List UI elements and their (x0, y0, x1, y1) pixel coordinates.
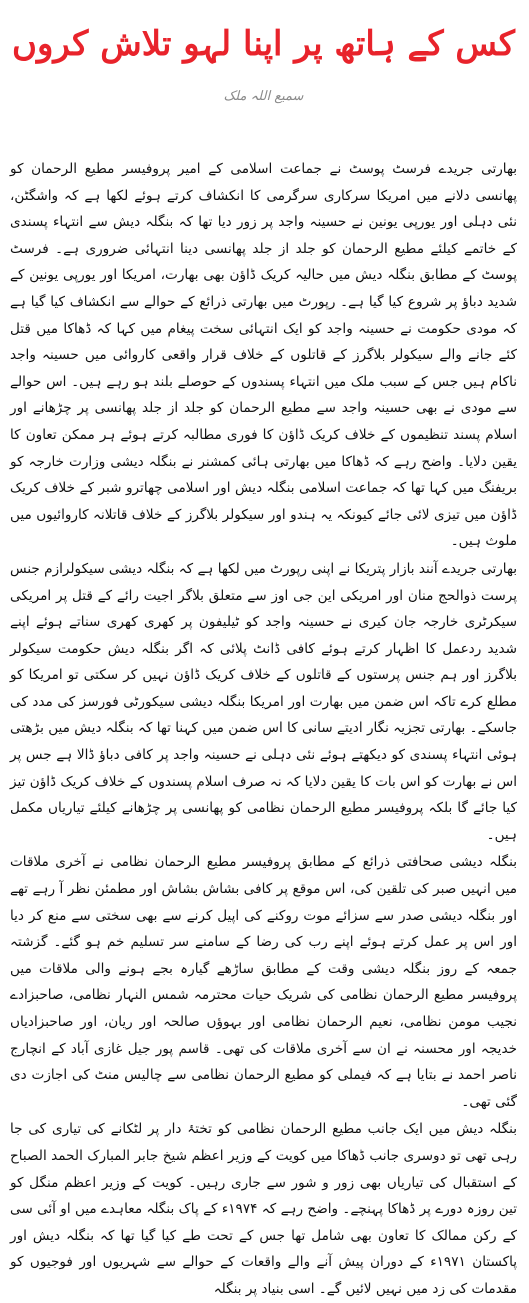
article-body (10, 156, 517, 1303)
article-paragraph: بنگلہ دیش میں ایک جانب مطیع الرحمان نظامی کو تختۂ دار پر لٹکانے کی تیاری کی جا رہی تھی تو دوسری جانب ڈھاکا میں کویت کے وزیر اعظم شیخ جابر المبارک الحمد الصباح کے استقبال کی تیاریاں بھی زور و شور سے جاری رہیں۔ کویت کے وزیر اعظم منگل کو تین روزہ دورے پر ڈھاکا پہنچے۔ واضح رہے کہ ۱۹۷۴ء کے پاک بنگلہ معاہدے میں او آئی سی کے رکن ممالک کا تعاون بھی شامل تھا جس کے تحت طے کیا گیا تھا کہ بنگلہ دیش اور پاکستان ۱۹۷۱ء کے دوران پیش آنے والے واقعات کے حوالے سے شہریوں اور فوجیوں کو مقدمات کی زد میں نہیں لائیں گے۔ اسی بنیاد پر بنگلہ (10, 1121, 517, 1297)
article-paragraph: بھارتی جریدے فرسٹ پوسٹ نے جماعت اسلامی کے امیر پروفیسر مطیع الرحمان کو پھانسی دلانے میں امریکا سرکاری سرگرمی کا انکشاف کرتے ہوئے لکھا ہے کہ واشگٹن، نئی دہلی اور یورپی یونین نے حسینہ واجد پر زور دیا تھا کہ بنگلہ دیش سے انتہاء پسندی کے خاتمے کیلئے مطیع الرحمان کو جلد از جلد پھانسی دینا انتہائی ضروری ہے۔ فرسٹ پوسٹ کے مطابق بنگلہ دیش میں حالیہ کریک ڈاؤن بھی بھارت، امریکا اور یورپی یونین کے شدید دباؤ پر شروع کیا گیا ہے۔ رپورٹ میں بھارتی ذرائع کے حوالے سے انکشاف کیا گیا ہے کہ مودی حکومت نے حسینہ واجد کو ایک انتہائی سخت پیغام میں کہا کہ ڈھاکا میں قتل کئے جانے والے سیکولر بلاگرز کے قاتلوں کے خلاف قرار واقعی کاروائی میں حسینہ واجد ناکام ہیں جس کے سبب ملک میں انتہاء پسندوں کے حوصلے بلند ہو رہے ہیں۔ اس حوالے سے مودی نے بھی حسینہ واجد سے مطیع الرحمان کو جلد از جلد پھانسی پر چڑھانے اور اسلام پسند تنظیموں کے خلاف کریک ڈاؤن کا فوری مطالبہ کرتے ہوئے ہر ممکن تعاون کا یقین دلایا۔ واضح رہے کہ ڈھاکا میں بھارتی ہائی کمشنر نے بنگلہ دیشی وزارت خارجہ کو بریفنگ میں کہا تھا کہ جماعت اسلامی بنگلہ دیش اور اسلامی چھاترو شبر کے خلاف کریک ڈاؤن میں تیزی لائی جائے کیونکہ یہ ہندو اور سیکولر بلاگرز کے خلاف قاتلانہ کاروائیوں میں ملوث ہیں۔ (10, 161, 517, 550)
article-paragraph: بنگلہ دیشی صحافتی ذرائع کے مطابق پروفیسر مطیع الرحمان نظامی نے آخری ملاقات میں انہیں صبر کی تلقین کی، اس موقع پر کافی بشاش بشاش اور مطمئن نظر آ رہے تھے اور بنگلہ دیشی صدر سے سزائے موت روکنے کی اپیل کرنے سے بھی سختی سے منع کر دیا اور اس پر عمل کرتے ہوئے اپنے رب کی رضا کے سامنے سر تسلیم خم ہو گئے۔ گزشتہ جمعہ کے روز بنگلہ دیشی وقت کے مطابق ساڑھے گیارہ بجے ہونے والی ملاقات میں پروفیسر مطیع الرحمان نظامی کی شریک حیات محترمہ شمس النہار نظامی، صاحبزادے نجیب مومن نظامی، نعیم الرحمان نظامی اور بہوؤں صالحہ اور ریان، اور صاحبزادیاں خدیجہ اور محسنہ نے ان سے آخری ملاقات کی تھی۔ قاسم پور جیل غازی آباد کے انچارج ناصر احمد نے بتایا ہے کہ فیملی کو مطیع الرحمان نظامی سے چالیس منٹ کی اجازت دی گئی تھی۔ (10, 854, 517, 1110)
article-headline: کس کے ہاتھ پر اپنا لہو تلاش کروں (12, 24, 515, 64)
author-byline: سمیع اللہ ملک (223, 89, 304, 104)
article-paragraph: بھارتی جریدے آنند بازار پتریکا نے اپنی رپورٹ میں لکھا ہے کہ بنگلہ دیشی سیکولرازم جنس پرست ذوالحج منان اور امریکی این جی اوز سے متعلق بلاگر اجیت رائے کے قتل پر امریکی سیکرٹری خارجہ جان کیری نے حسینہ واجد کو ٹیلیفون پر کھری کھری سناتے ہوئے اپنے شدید ردعمل کا اظہار کرتے ہوئے کافی ڈانٹ پلائی کہ اگر بنگلہ دیش حکومت سیکولر بلاگرز اور ہم جنس پرستوں کے قاتلوں کے خلاف کریک ڈاؤن نہیں کر سکتی تو امریکا کو مطلع کرے تاکہ اس ضمن میں بھارت اور امریکا بنگلہ دیشی سیکورٹی فورسز کی مدد کی جاسکے۔ بھارتی تجزیہ نگار ادیتے سانی کا اس ضمن میں کہنا تھا کہ بنگلہ دیش میں بڑھتی ہوئی انتہاء پسندی کو دیکھتے ہوئے نئی دہلی نے حسینہ واجد پر کافی دباؤ ڈالا ہے جس پر اس نے بھارت کو اس بات کا یقین دلایا کہ نہ صرف اسلام پسندوں کے خلاف کریک ڈاؤن تیز کیا جائے گا بلکہ پروفیسر مطیع الرحمان نظامی کو پھانسی پر چڑھانے کیلئے تیاریاں مکمل ہیں۔ (10, 560, 517, 843)
